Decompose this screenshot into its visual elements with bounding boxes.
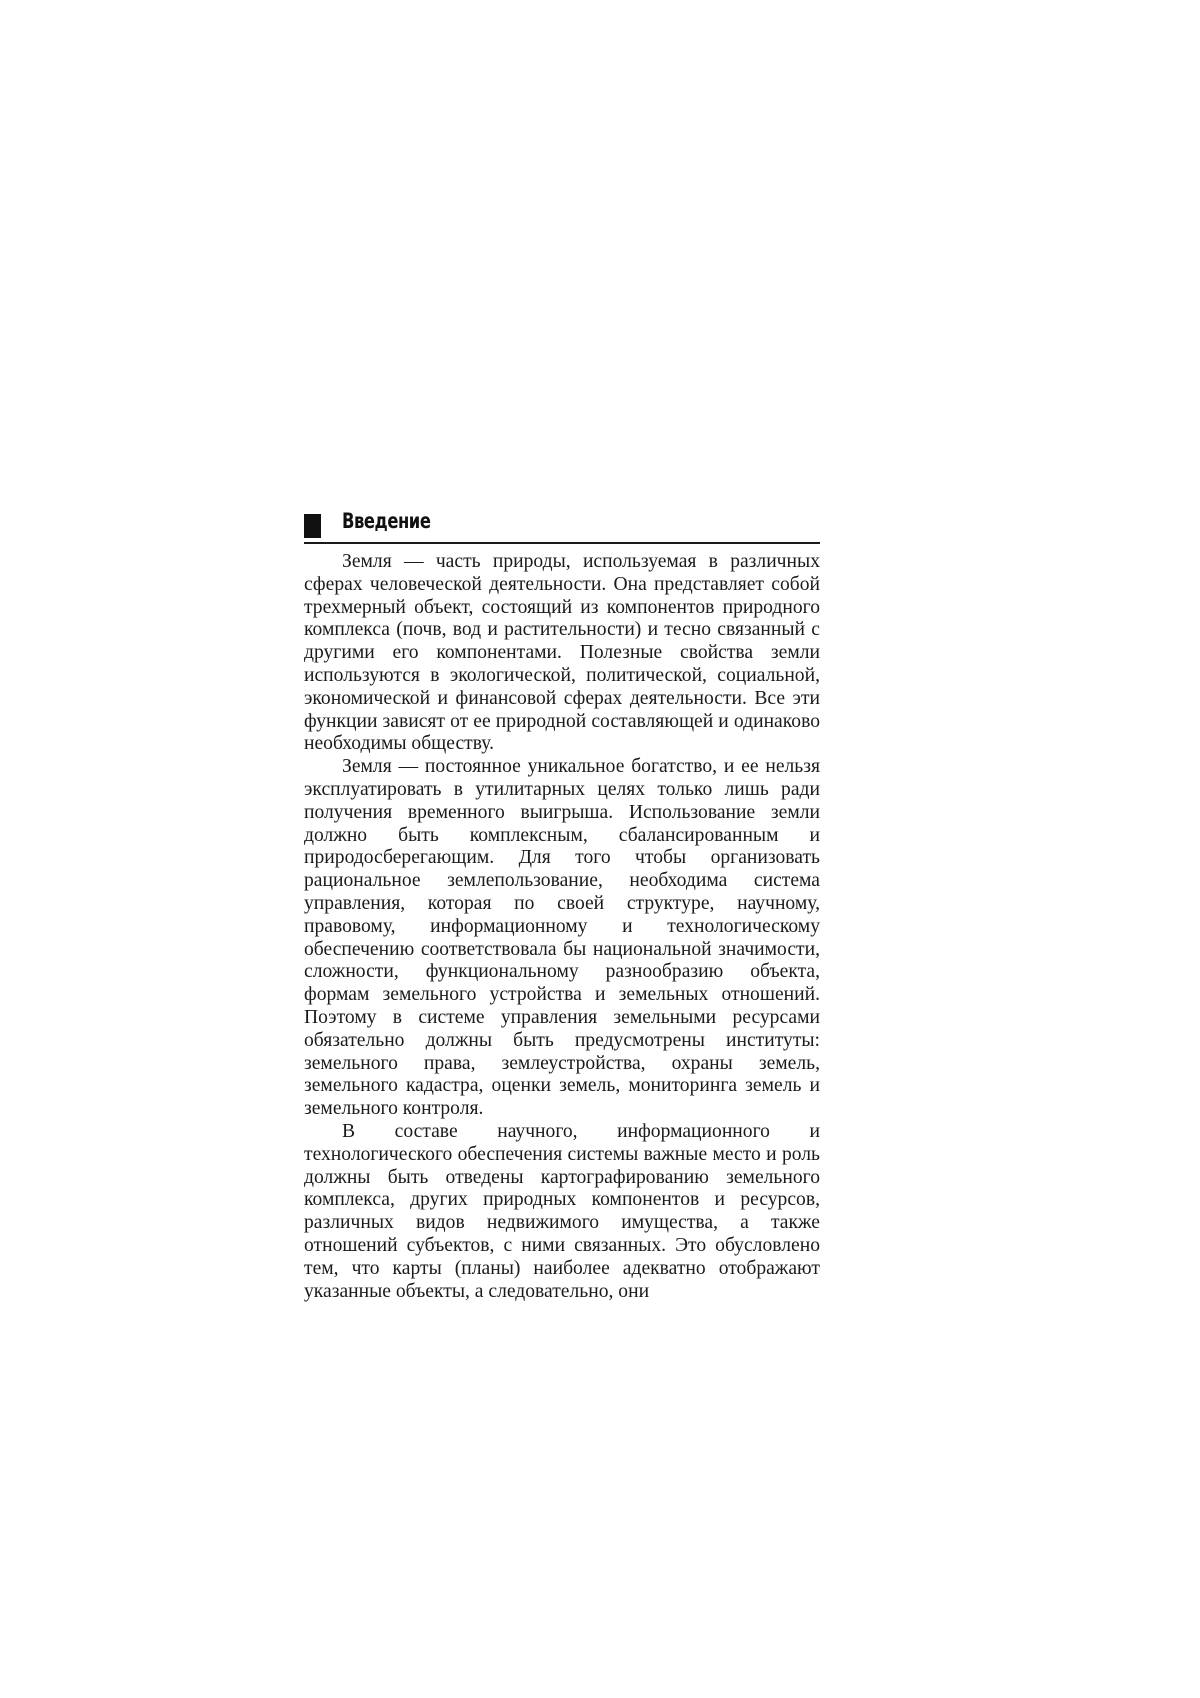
section-body (304, 551, 820, 1303)
paragraph-1: Земля — часть природы, используемая в различных сферах человеческой деятельности. Она представляет собой трехмерный объект, состоящий из компонентов природного комплекса (почв, вод и растительности) и тесно связанный с другими его компонентами. Полезные свойства земли используются в экологической, политической, социальной, экономической и финансовой сферах деятельности. Все эти функции зависят от ее природной составляющей и одинаково необходимы обществу. (304, 551, 820, 755)
text-block (304, 508, 820, 1303)
paragraph-3: В составе научного, информационного и технологического обеспечения системы важные место и роль должны быть отведены картографированию земельного комплекса, других природных компонентов и ресурсов, различных видов недвижимого имущества, а также отношений субъектов, с ними связанных. Это обусловлено тем, что карты (планы) наиболее адекватно отображают указанные объекты, а следовательно, они (304, 1120, 820, 1302)
section-title: Введение (342, 509, 431, 533)
section-heading (304, 508, 820, 544)
heading-square-marker (304, 514, 321, 538)
paragraph-2: Земля — постоянное уникальное богатство, и ее нельзя эксплуатировать в утилитарных целях только лишь ради получения временного выигрыша. Использование земли должно быть комплексным, сбалансированным и природосберегающим. Для того чтобы организовать рациональное землепользование, необходима система управления, которая по своей структуре, научному, правовому, информационному и технологическому обеспечению соответствовала бы национальной значимости, сложности, функциональному разнообразию объекта, формам земельного устройства и земельных отношений. Поэтому в системе управления земельными ресурсами обязательно должны быть предусмотрены институты: земельного права, землеустройства, охраны земель, земельного кадастра, оценки земель, мониторинга земель и земельного контроля. (304, 756, 820, 1120)
